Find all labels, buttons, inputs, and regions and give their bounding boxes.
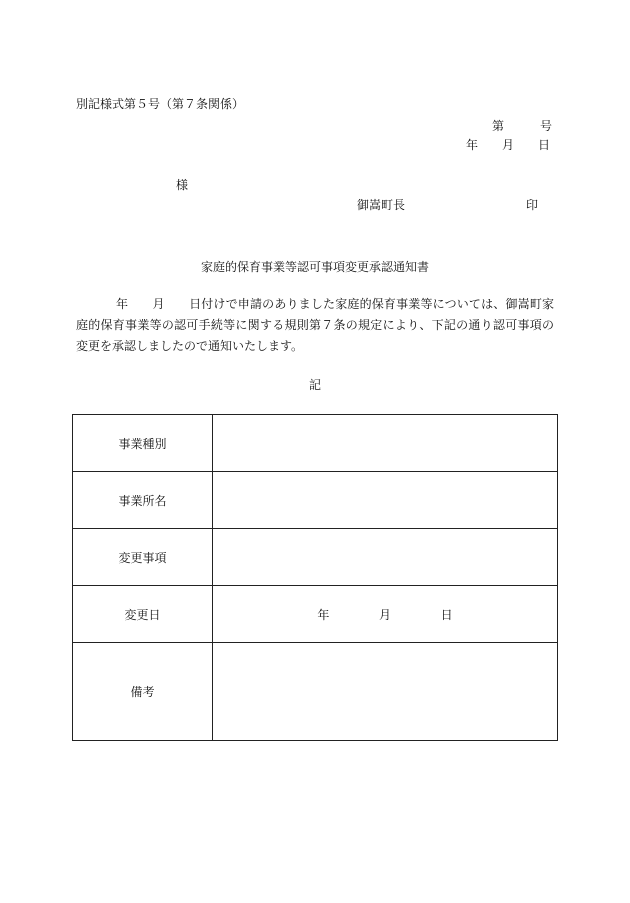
notice-body-text: 年 月 日付けで申請のありました家庭的保育事業等については、御嵩町家庭的保育事業等の認可手続等に関する規則第７条の規定により、下記の通り認可事項の変更を承認しましたので通知いたします。 (76, 297, 554, 353)
table-row (73, 472, 558, 529)
value-remarks (213, 643, 558, 741)
change-date-month: 月 (378, 607, 391, 622)
change-date-day: 日 (440, 607, 453, 622)
label-change-date: 変更日 (73, 586, 213, 643)
table-row (73, 643, 558, 741)
change-date-year: 年 (317, 607, 330, 622)
addressee-suffix: 様 (176, 178, 189, 192)
value-change-date (213, 586, 558, 643)
table-row (73, 586, 558, 643)
label-remarks: 備考 (73, 643, 213, 741)
label-facility-name: 事業所名 (73, 472, 213, 529)
document-title: 家庭的保育事業等認可事項変更承認通知書 (200, 260, 429, 274)
value-change-items (213, 529, 558, 586)
table-row (73, 529, 558, 586)
ki-heading: 記 (308, 378, 321, 392)
table-row (73, 415, 558, 472)
change-approval-table (72, 414, 558, 741)
issuer-name: 御嵩町長 (357, 198, 406, 212)
value-business-type (213, 415, 558, 472)
value-facility-name (213, 472, 558, 529)
document-number-line: 第 号 (491, 119, 552, 133)
label-business-type: 事業種別 (73, 415, 213, 472)
label-change-items: 変更事項 (73, 529, 213, 586)
issue-date-line: 年 月 日 (465, 138, 550, 152)
seal-mark: 印 (526, 198, 539, 212)
form-number-label: 別記様式第５号（第７条関係） (76, 97, 245, 111)
